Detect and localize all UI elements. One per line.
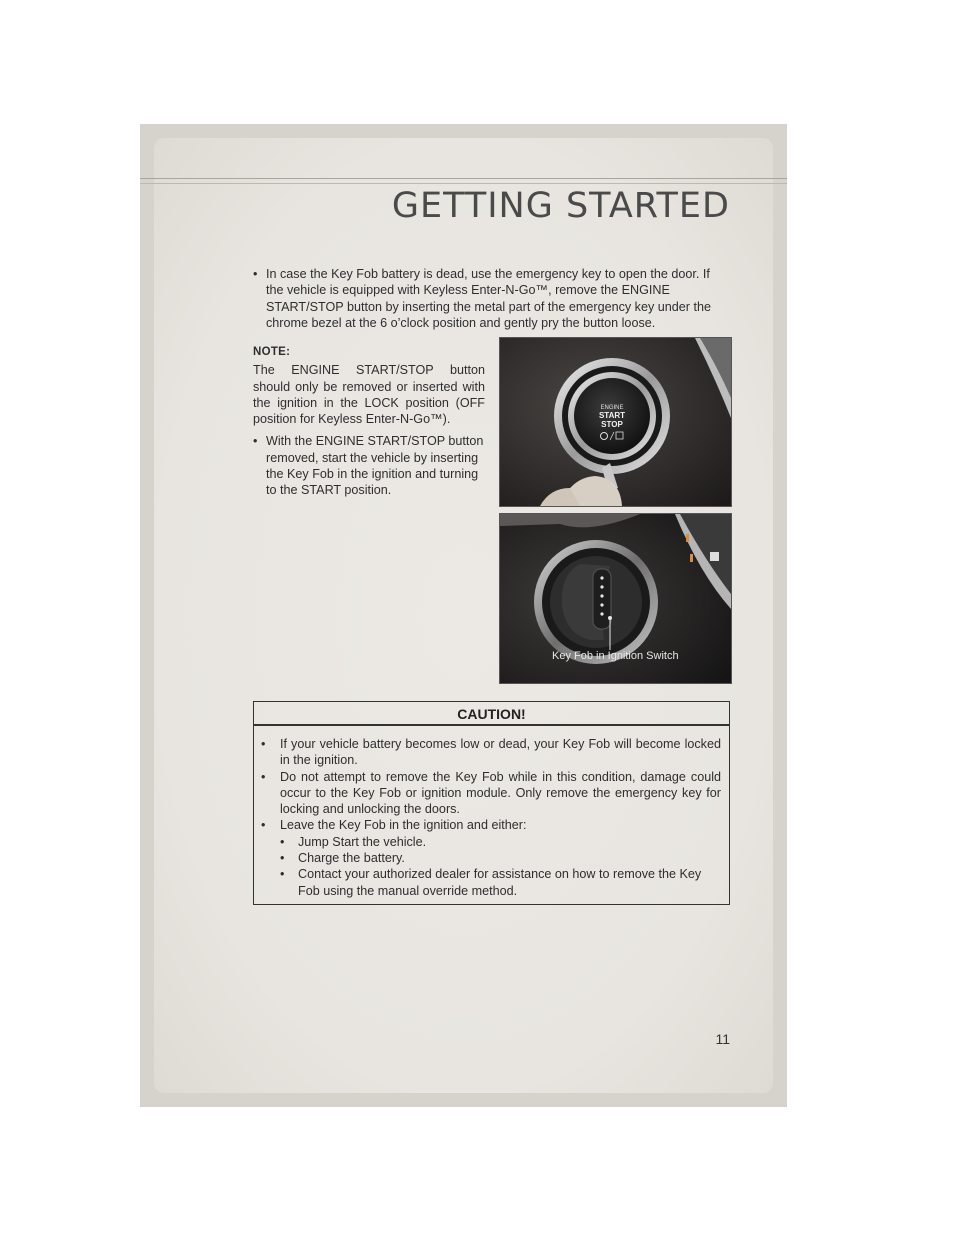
caution-item-text: If your vehicle battery becomes low or dead, your Key Fob will become locked in the ignition.	[280, 737, 721, 768]
key-fob-ignition-photo	[499, 513, 732, 684]
intro-section	[253, 266, 730, 331]
bullet-mark: •	[261, 769, 266, 784]
caution-subitem	[261, 866, 721, 899]
start-stop-button-photo	[499, 337, 732, 507]
bullet-mark: •	[261, 818, 266, 833]
caution-box	[253, 701, 730, 905]
intro-bullet-item	[253, 266, 730, 331]
caution-item-text: Leave the Key Fob in the ignition and either:	[280, 818, 527, 833]
start-stop-button-illustration	[500, 338, 731, 506]
caution-item	[261, 817, 721, 833]
caution-subitem-text: Jump Start the vehicle.	[298, 834, 427, 849]
note-column	[253, 344, 485, 499]
page-number: 11	[715, 1031, 730, 1047]
page-title: GETTING STARTED	[391, 186, 730, 226]
bullet-mark: •	[253, 434, 258, 449]
header-rule-secondary	[140, 183, 787, 184]
note-text: The ENGINE START/STOP button should only be removed or inserted with the ignition in the LOCK position (OFF position for Keyless Enter-N-Go™).	[253, 363, 485, 427]
bullet-mark: •	[280, 867, 285, 882]
caution-item	[261, 736, 721, 769]
caution-subitem-text: Contact your authorized dealer for assistance on how to remove the Key Fob using the manual override method.	[298, 867, 702, 898]
bullet-mark: •	[280, 834, 285, 849]
note-bullet-text: With the ENGINE START/STOP button removed, start the vehicle by inserting the Key Fob in the ignition and turning to the START position.	[266, 434, 484, 498]
photo-caption: Key Fob in Ignition Switch	[552, 650, 679, 662]
caution-body	[254, 726, 729, 899]
bullet-mark: •	[280, 851, 285, 866]
caution-subitem	[261, 834, 721, 850]
button-stop-label: STOP	[601, 420, 623, 429]
caution-item-text: Do not attempt to remove the Key Fob while in this condition, damage could occur to the Key Fob or ignition module. Only remove the emergency key for locking and unlocking the doors.	[280, 769, 721, 817]
bullet-mark: •	[261, 737, 266, 751]
caution-subitem-text: Charge the battery.	[298, 851, 405, 866]
intro-text: In case the Key Fob battery is dead, use the emergency key to open the door. If the vehicle is equipped with Keyless Enter-N-Go™, remove the ENGINE START/STOP button by inserting the metal part of the emergency key under the chrome bezel at the 6 o’clock position and gently pry the button loose.	[266, 267, 711, 330]
bullet-mark: •	[253, 267, 258, 281]
caution-item	[261, 769, 721, 818]
note-heading: NOTE:	[253, 346, 291, 358]
caution-heading: CAUTION!	[254, 702, 729, 726]
button-start-label: START	[598, 411, 626, 420]
header-rule	[140, 178, 787, 179]
caution-subitem	[261, 850, 721, 866]
button-engine-label: ENGINE	[600, 405, 624, 411]
note-bullet-item	[253, 433, 485, 498]
